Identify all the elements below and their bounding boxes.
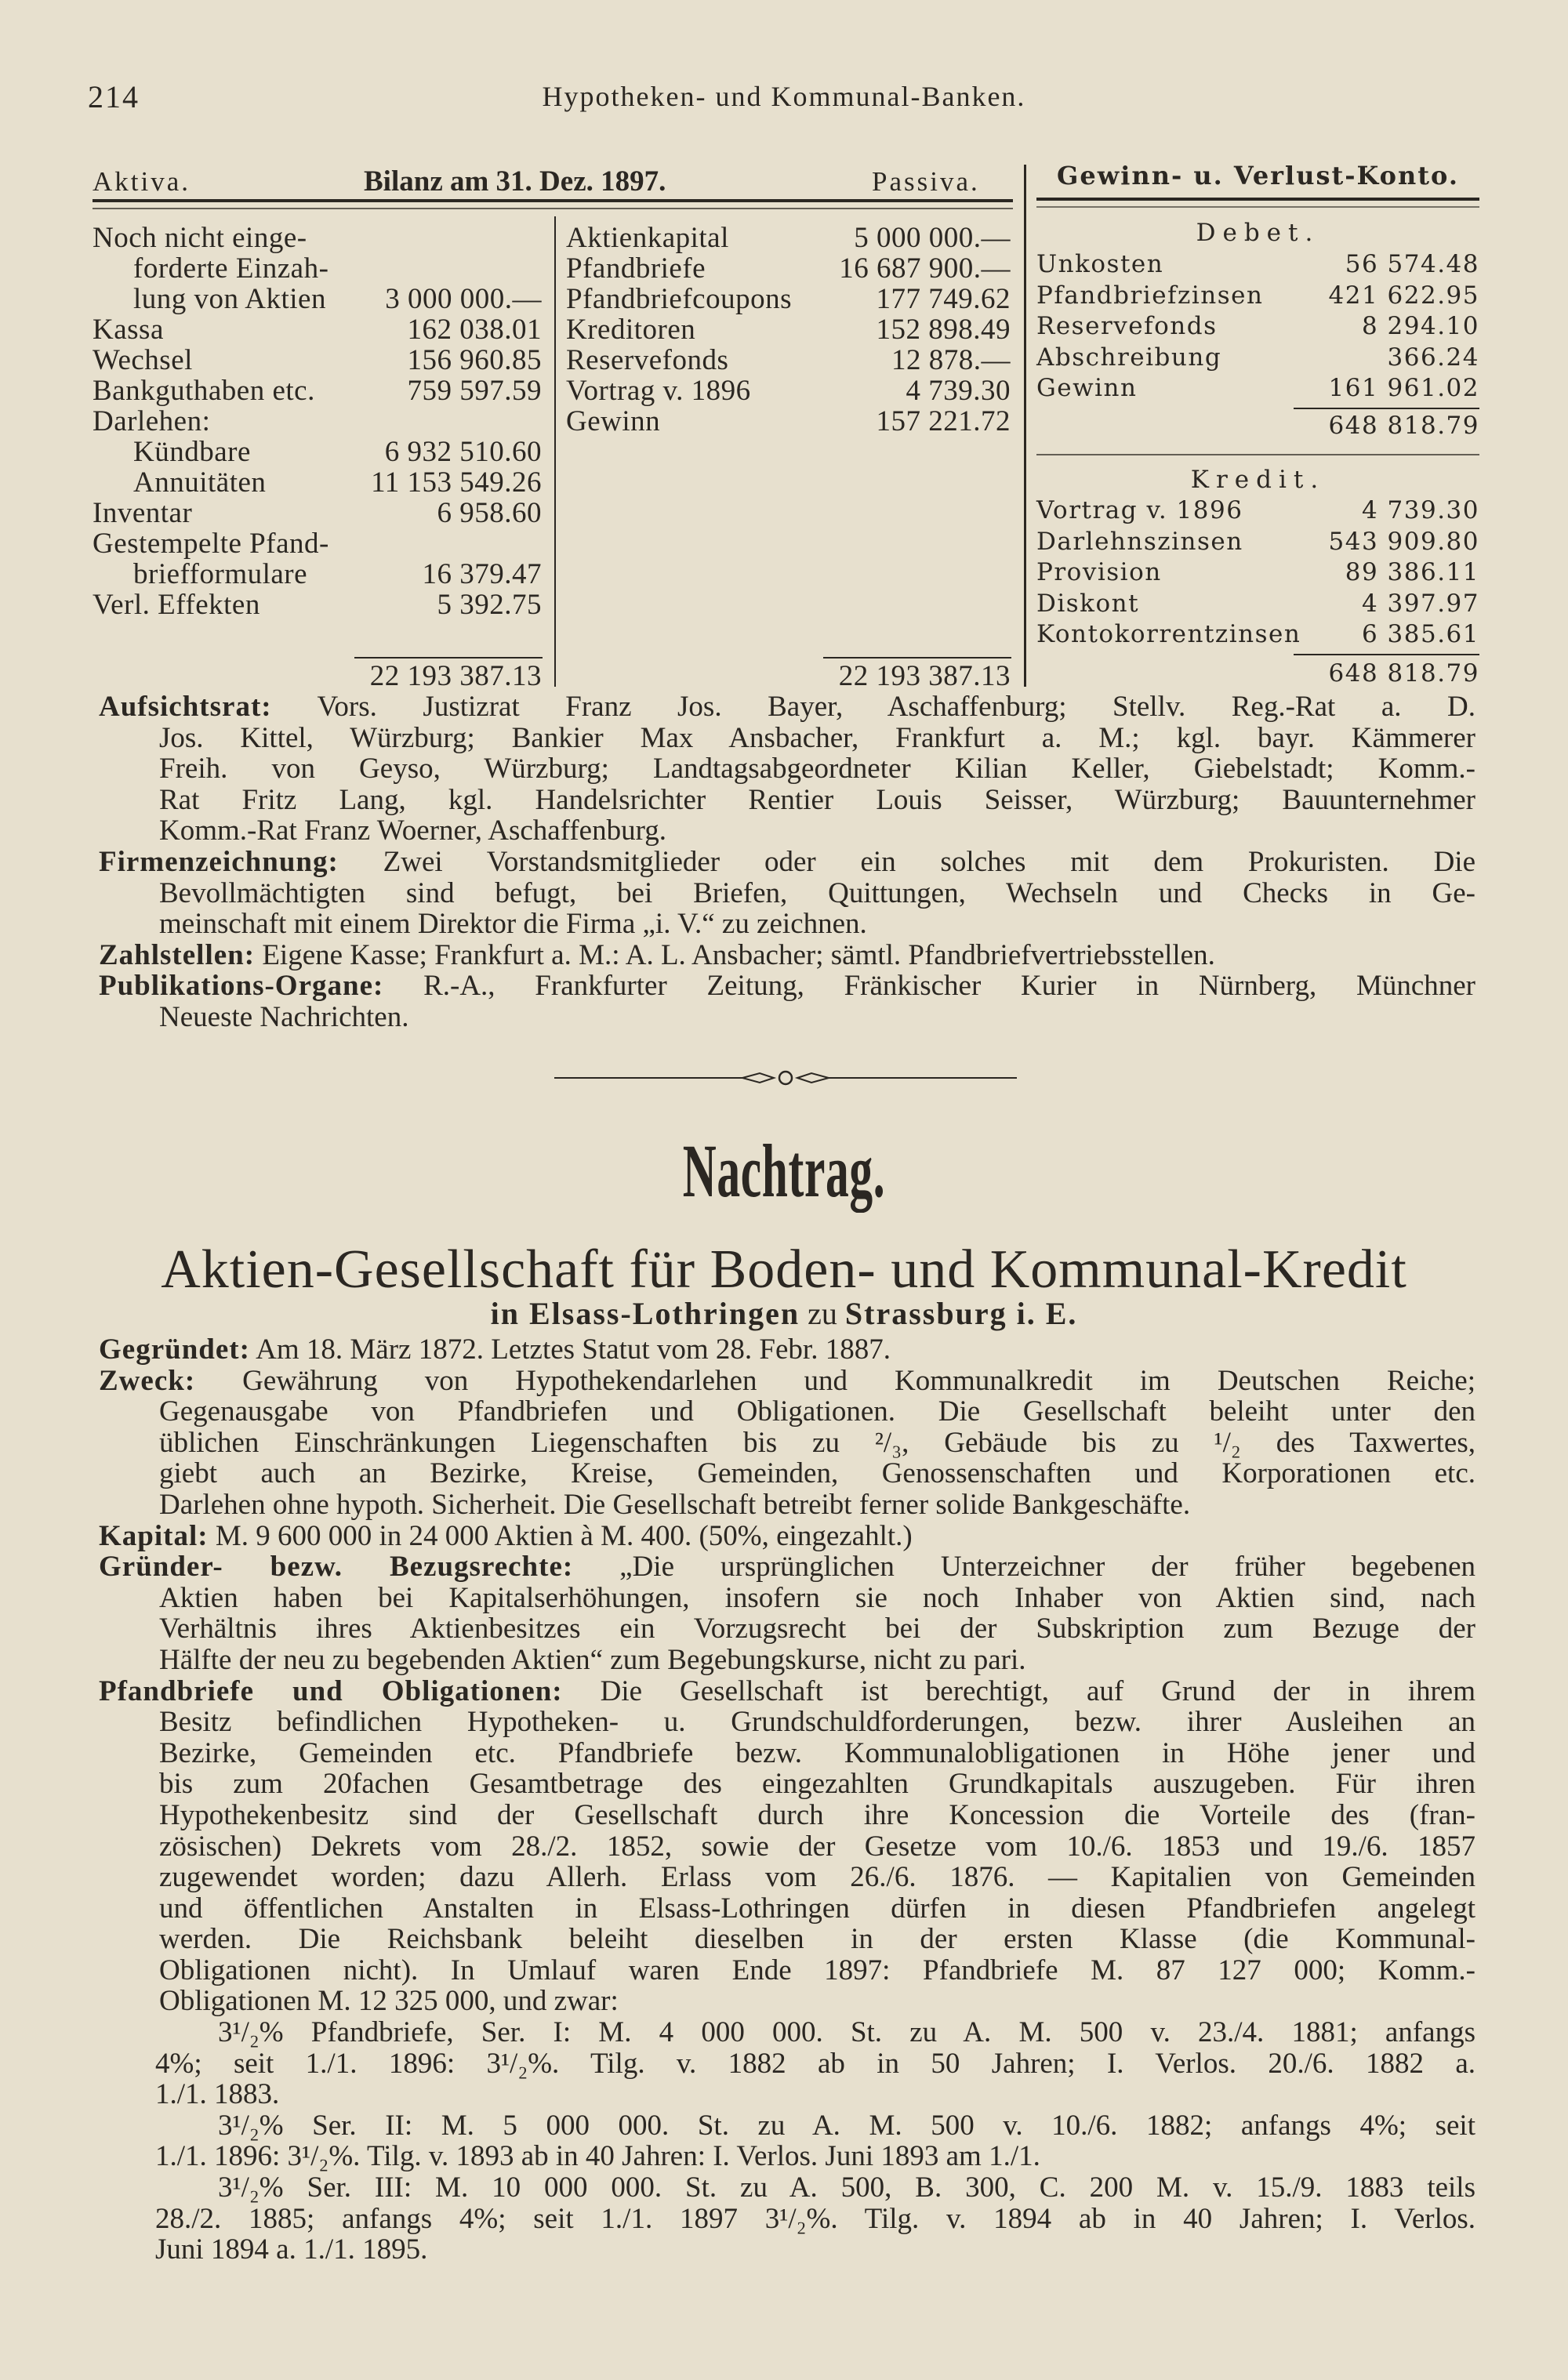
table-row — [1036, 557, 1479, 588]
lower-text-block — [99, 1334, 1475, 2266]
line-text: Eigene Kasse; Frankfurt a. M.: A. L. Ansbacher; sämtl. Pfandbriefvertriebsstellen. — [262, 939, 1215, 971]
line-text: Neueste Nachrichten. — [159, 1001, 409, 1033]
text-line — [159, 1800, 1475, 1831]
line-text: meinschaft mit einem Direktor die Firma „i. V.“ zu zeichnen. — [159, 909, 867, 940]
page-number: 214 — [88, 79, 140, 114]
row-amount: 8 294.10 — [1361, 312, 1479, 340]
text-line — [218, 2110, 1475, 2142]
row-label: Verl. Effekten — [93, 589, 260, 621]
text-line — [159, 1002, 1475, 1033]
table-row — [1036, 249, 1479, 280]
row-label: Kündbare — [133, 436, 251, 468]
line-text: Hälfte der neu zu begebenden Aktien“ zum Begebungskurse, nicht zu pari. — [159, 1644, 1026, 1676]
table-row — [566, 284, 1011, 314]
line-text: Am 18. März 1872. Letztes Statut vom 28. Febr. 1887. — [256, 1334, 891, 1366]
text-line — [155, 2079, 1475, 2110]
text-line — [159, 1924, 1475, 1955]
text-line — [99, 1366, 1475, 1397]
column-divider — [554, 216, 556, 687]
text-line — [159, 1458, 1475, 1489]
line-text: Freih. von Geyso, Würzburg; Landtagsabgeordneter Kilian Keller, Giebelstadt; Komm.- — [159, 753, 1475, 785]
text-line — [99, 940, 1475, 971]
column-divider-guv — [1024, 165, 1026, 687]
paragraph — [99, 1551, 1475, 1675]
text-line — [159, 1955, 1475, 1986]
section-label: Publikations-Organe: — [99, 971, 384, 1002]
kredit-sum-rule — [1294, 654, 1479, 655]
row-label: Provision — [1036, 558, 1162, 586]
table-rule-thick — [93, 199, 1013, 202]
row-label: Pfandbriefe — [566, 252, 706, 285]
table-row — [566, 223, 1011, 253]
line-text: Obligationen M. 12 325 000, und zwar: — [159, 1986, 619, 2018]
row-label: forderte Einzah- — [133, 252, 329, 285]
subtitle-city: Strassburg i. E. — [844, 1296, 1078, 1331]
line-text: Bezirke, Gemeinden etc. Pfandbriefe bezw. Kommunalobligationen in Höhe jener und — [159, 1737, 1475, 1769]
text-line — [159, 1396, 1475, 1428]
line-text: „Die ursprünglichen Unterzeichner der früher begebenen — [619, 1551, 1475, 1583]
row-label: Abschreibung — [1036, 343, 1222, 372]
line-text: Rat Fritz Lang, kgl. Handelsrichter Rentier Louis Seisser, Würzburg; Bauunternehmer — [159, 784, 1475, 816]
line-text: Komm.-Rat Franz Woerner, Aschaffenburg. — [159, 815, 666, 847]
table-row — [1036, 373, 1479, 404]
text-line — [159, 1613, 1475, 1645]
text-line — [155, 2234, 1475, 2266]
row-label: Kontokorrentzinsen — [1036, 620, 1301, 648]
table-row — [93, 314, 542, 345]
row-label: Pfandbriefcoupons — [566, 283, 792, 315]
table-row — [93, 467, 542, 498]
row-label: Bankguthaben etc. — [93, 375, 315, 407]
running-header: Hypotheken- und Kommunal-Banken. — [542, 81, 1026, 112]
row-label: Darlehen: — [93, 405, 211, 437]
text-line — [159, 1769, 1475, 1800]
row-label: Diskont — [1036, 589, 1140, 618]
text-line — [159, 785, 1475, 816]
row-label: Unkosten — [1036, 250, 1164, 278]
paragraph — [99, 847, 1475, 940]
row-amount: 162 038.01 — [407, 314, 542, 346]
company-subtitle — [0, 1295, 1568, 1332]
row-amount: 56 574.48 — [1345, 250, 1479, 278]
kredit-heading: Kredit. — [1190, 466, 1326, 494]
row-amount: 366.24 — [1387, 343, 1479, 372]
text-line — [99, 1676, 1475, 1707]
kredit-total-row — [1036, 658, 1479, 689]
row-label: Vortrag v. 1896 — [1036, 496, 1243, 524]
text-line — [159, 909, 1475, 940]
text-line — [155, 2141, 1475, 2172]
text-line — [159, 1738, 1475, 1769]
line-text: giebt auch an Bezirke, Kreise, Gemeinden, Genossenschaften und Korporationen etc. — [159, 1458, 1475, 1489]
guv-separator — [1036, 454, 1479, 455]
line-text: 4%; seit 1./1. 1896: 3¹/₂%. Tilg. v. 1882 ab in 50 Jahren; I. Verlos. 20./6. 1882 a. — [155, 2048, 1475, 2080]
aktiva-sum-rule — [354, 657, 543, 658]
table-row — [93, 284, 542, 314]
table-row — [1036, 495, 1479, 526]
section-label: Gründer- bezw. Bezugsrechte: — [99, 1551, 574, 1583]
kredit-total: 648 818.79 — [1328, 659, 1479, 688]
row-amount: 16 687 900.— — [839, 252, 1011, 285]
section-label: Kapital: — [99, 1520, 209, 1552]
section-label: Zahlstellen: — [99, 939, 256, 971]
row-label: Kassa — [93, 314, 164, 346]
text-line — [159, 753, 1475, 785]
text-line — [159, 723, 1475, 754]
table-row — [93, 559, 542, 590]
row-label: Pfandbriefzinsen — [1036, 281, 1264, 310]
paragraph — [99, 691, 1475, 847]
table-row — [566, 345, 1011, 376]
row-amount: 6 958.60 — [437, 497, 542, 529]
aktiva-total-row — [93, 661, 542, 691]
paragraph — [99, 1676, 1475, 2018]
table-row — [93, 498, 542, 528]
subtitle-region: in Elsass-Lothringen — [490, 1296, 800, 1331]
row-amount: 4 397.97 — [1361, 589, 1479, 618]
aktiva-total: 22 193 387.13 — [369, 660, 542, 692]
text-line — [155, 2048, 1475, 2080]
line-text: Gegenausgabe von Pfandbriefen und Obligationen. Die Gesellschaft beleiht unter den — [159, 1396, 1475, 1428]
text-line — [99, 971, 1475, 1002]
section-label: Zweck: — [99, 1365, 196, 1397]
line-text: bis zum 20fachen Gesamtbetrage des eingezahlten Grundkapitals auszugeben. Für ihren — [159, 1769, 1475, 1800]
line-text: Jos. Kittel, Würzburg; Bankier Max Ansbacher, Frankfurt a. M.; kgl. bayr. Kämmerer — [159, 722, 1475, 754]
debet-heading: Debet. — [1196, 219, 1320, 247]
row-amount: 89 386.11 — [1345, 558, 1479, 586]
row-amount: 156 960.85 — [407, 344, 542, 376]
table-row — [1036, 589, 1479, 619]
text-line — [159, 815, 1475, 847]
text-line — [99, 1521, 1475, 1552]
text-line — [218, 2017, 1475, 2048]
paragraph — [99, 971, 1475, 1032]
table-row — [1036, 281, 1479, 311]
text-line — [159, 1489, 1475, 1521]
section-label: Firmenzeichnung: — [99, 846, 339, 878]
table-row — [93, 590, 542, 620]
text-line — [159, 1893, 1475, 1925]
text-line — [159, 1831, 1475, 1863]
line-text: Vors. Justizrat Franz Jos. Bayer, Aschaffenburg; Stellv. Reg.-Rat a. D. — [317, 691, 1475, 723]
row-label: Aktienkapital — [566, 222, 729, 254]
row-amount: 421 622.95 — [1328, 281, 1479, 310]
row-amount: 6 385.61 — [1361, 620, 1479, 648]
text-line — [218, 2172, 1475, 2204]
company-title: Aktien-Gesellschaft für Boden- und Kommunal-Kredit — [161, 1239, 1407, 1300]
line-text: Besitz befindlichen Hypotheken- u. Grundschuldforderungen, bezw. ihrer Ausleihen an — [159, 1707, 1475, 1738]
table-row — [1036, 343, 1479, 373]
text-line — [99, 691, 1475, 723]
table-row — [566, 406, 1011, 437]
line-text: Zwei Vorstandsmitglieder oder ein solches mit dem Prokuristen. Die — [383, 846, 1475, 878]
row-amount: 4 739.30 — [1361, 496, 1479, 524]
aktiva-label: Aktiva. — [93, 166, 191, 197]
line-text: 3¹/₂% Ser. II: M. 5 000 000. St. zu A. M. 500 v. 10./6. 1882; anfangs 4%; seit — [218, 2110, 1475, 2142]
row-amount: 16 379.47 — [422, 558, 542, 590]
row-amount: 759 597.59 — [407, 375, 542, 407]
line-text: Obligationen nicht). In Umlauf waren Ende 1897: Pfandbriefe M. 87 127 000; Komm.- — [159, 1954, 1475, 1986]
table-row — [1036, 527, 1479, 557]
row-label: Gewinn — [566, 405, 661, 437]
row-amount: 5 000 000.— — [854, 222, 1011, 254]
table-row — [566, 253, 1011, 284]
debet-total: 648 818.79 — [1328, 412, 1479, 440]
table-row — [93, 253, 542, 284]
line-text: 3¹/₂% Pfandbriefe, Ser. I: M. 4 000 000. St. zu A. M. 500 v. 23./4. 1881; anfangs — [218, 2017, 1475, 2048]
table-row — [93, 223, 542, 253]
ornament-divider — [554, 1070, 1017, 1086]
row-label: Darlehnszinsen — [1036, 527, 1243, 556]
row-amount: 3 000 000.— — [385, 283, 542, 315]
line-text: Verhältnis ihres Aktienbesitzes ein Vorzugsrecht bei der Subskription zum Bezuge der — [159, 1613, 1475, 1645]
table-row — [1036, 619, 1479, 650]
passiva-label: Passiva. — [872, 166, 980, 197]
line-text: Die Gesellschaft ist berechtigt, auf Grund der in ihrem — [600, 1675, 1475, 1707]
row-amount: 11 153 549.26 — [371, 466, 542, 499]
line-text: üblichen Einschränkungen Liegenschaften bis zu ²/₃, Gebäude bis zu ¹/₂ des Taxwertes, — [159, 1427, 1475, 1459]
line-text: 3¹/₂% Ser. III: M. 10 000 000. St. zu A. 500, B. 300, C. 200 M. v. 15./9. 1883 teils — [218, 2172, 1475, 2204]
row-label: Noch nicht einge- — [93, 222, 307, 254]
row-label: Wechsel — [93, 344, 193, 376]
line-text: R.-A., Frankfurter Zeitung, Fränkischer Kurier in Nürnberg, Münchner — [423, 971, 1475, 1002]
table-row — [1036, 311, 1479, 342]
subtitle-zu: zu — [808, 1296, 837, 1331]
paragraph — [99, 2172, 1475, 2266]
text-line — [159, 1583, 1475, 1614]
paragraph — [99, 2017, 1475, 2110]
text-line — [99, 1551, 1475, 1583]
debet-sum-rule — [1294, 408, 1479, 409]
line-text: Juni 1894 a. 1./1. 1895. — [155, 2234, 428, 2266]
row-amount: 5 392.75 — [437, 589, 542, 621]
row-label: Vortrag v. 1896 — [566, 375, 751, 407]
paragraph — [99, 940, 1475, 971]
row-label: briefformulare — [133, 558, 308, 590]
debet-total-row — [1036, 411, 1479, 441]
text-line — [159, 1986, 1475, 2017]
row-amount: 161 961.02 — [1328, 374, 1479, 402]
section-label: Aufsichtsrat: — [99, 691, 272, 723]
line-text: zösischen) Dekrets vom 28./2. 1852, sowie der Gesetze vom 10./6. 1853 und 19./6. 1857 — [159, 1830, 1475, 1863]
line-text: Darlehen ohne hypoth. Sicherheit. Die Gesellschaft betreibt ferner solide Bankgeschäfte. — [159, 1489, 1191, 1521]
text-line — [159, 878, 1475, 909]
line-text: Aktien haben bei Kapitalserhöhungen, insofern sie noch Inhaber von Aktien sind, nach — [159, 1582, 1475, 1614]
line-text: Gewährung von Hypothekendarlehen und Kommunalkredit im Deutschen Reiche; — [242, 1365, 1475, 1397]
row-label: Inventar — [93, 497, 193, 529]
paragraph — [99, 1366, 1475, 1521]
line-text: zugewendet worden; dazu Allerh. Erlass vom 26./6. 1876. — Kapitalien von Gemeinden — [159, 1862, 1475, 1893]
row-amount: 157 221.72 — [876, 405, 1011, 437]
row-amount: 543 909.80 — [1328, 527, 1479, 556]
line-text: 1./1. 1896: 3¹/₂%. Tilg. v. 1893 ab in 40 Jahren: I. Verlos. Juni 1893 am 1./1. — [155, 2141, 1040, 2173]
table-rule-thin — [93, 208, 1013, 209]
passiva-total-row — [566, 661, 1011, 691]
row-label: Kreditoren — [566, 314, 696, 346]
row-label: Reservefonds — [1036, 312, 1218, 340]
guv-rule-thick — [1036, 198, 1479, 201]
table-row — [93, 376, 542, 406]
guv-rule-thin — [1036, 206, 1479, 208]
paragraph — [99, 1521, 1475, 1552]
table-row — [93, 345, 542, 376]
passiva-total: 22 193 387.13 — [838, 660, 1011, 692]
text-line — [159, 1707, 1475, 1738]
table-row — [566, 376, 1011, 406]
line-text: Hypothekenbesitz sind der Gesellschaft durch ihre Koncession die Vorteile des (fran- — [159, 1799, 1475, 1831]
table-row — [93, 437, 542, 467]
row-label: Annuitäten — [133, 466, 267, 499]
section-label: Pfandbriefe und Obligationen: — [99, 1675, 563, 1707]
table-row — [93, 528, 542, 559]
table-row — [566, 314, 1011, 345]
passiva-sum-rule — [823, 657, 1011, 658]
line-text: werden. Die Reichsbank beleiht dieselben in der ersten Klasse (die Kommunal- — [159, 1924, 1475, 1955]
line-text: Bevollmächtigten sind befugt, bei Briefen, Quittungen, Wechseln und Checks in Ge- — [159, 877, 1475, 909]
text-line — [159, 1862, 1475, 1893]
row-label: Reservefonds — [566, 344, 729, 376]
text-line — [159, 1645, 1475, 1676]
line-text: M. 9 600 000 in 24 000 Aktien à M. 400. (50%, eingezahlt.) — [215, 1520, 913, 1552]
text-line — [99, 1334, 1475, 1366]
nachtrag-heading: Nachtrag. — [682, 1129, 886, 1213]
paragraph — [99, 1334, 1475, 1366]
table-row — [93, 406, 542, 437]
text-line — [99, 847, 1475, 878]
guv-title: Gewinn- u. Verlust-Konto. — [1057, 161, 1459, 190]
line-text: 28./2. 1885; anfangs 4%; seit 1./1. 1897 3¹/₂%. Tilg. v. 1894 ab in 40 Jahren; I. Verlos. — [155, 2203, 1475, 2235]
line-text: und öffentlichen Anstalten in Elsass-Lothringen dürfen in diesen Pfandbriefen angelegt — [159, 1892, 1475, 1925]
row-label: Gestempelte Pfand- — [93, 528, 329, 560]
row-amount: 12 878.— — [891, 344, 1011, 376]
upper-text-block — [99, 691, 1475, 1033]
bilanz-title: Bilanz am 31. Dez. 1897. — [364, 165, 666, 198]
text-line — [159, 1428, 1475, 1459]
row-label: Gewinn — [1036, 374, 1138, 402]
line-text: 1./1. 1883. — [155, 2079, 280, 2110]
text-line — [155, 2204, 1475, 2235]
row-amount: 4 739.30 — [906, 375, 1011, 407]
paragraph — [99, 2110, 1475, 2172]
section-label: Gegründet: — [99, 1334, 250, 1366]
row-amount: 6 932 510.60 — [384, 436, 542, 468]
row-amount: 152 898.49 — [876, 314, 1011, 346]
row-amount: 177 749.62 — [876, 283, 1011, 315]
row-label: lung von Aktien — [133, 283, 326, 315]
